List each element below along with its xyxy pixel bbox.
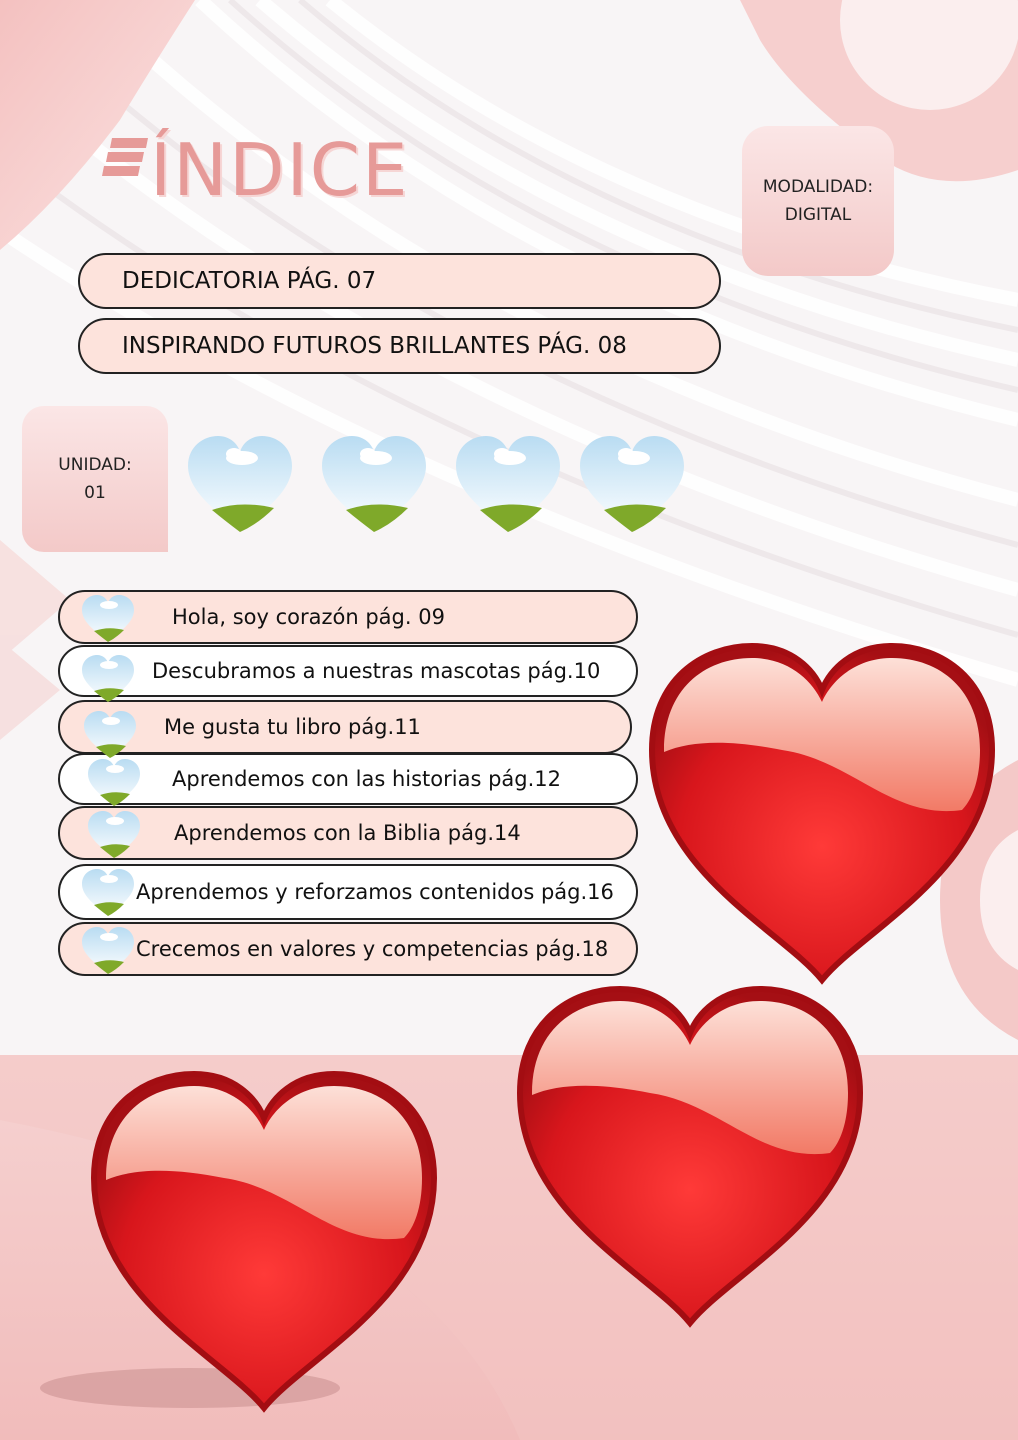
toc-item-label: Descubramos a nuestras mascotas pág.10 [152,659,601,683]
sky-heart-icon [88,759,140,806]
title-stripes-icon [102,138,148,186]
modalidad-label: MODALIDAD: [762,177,874,197]
page-title: ÍNDICE [150,128,410,212]
sky-heart-icon [580,436,684,532]
toc-item-label: Aprendemos con la Biblia pág.14 [174,821,521,845]
sky-heart-icon [82,655,134,702]
toc-item-label: Aprendemos con las historias pág.12 [172,767,562,791]
unidad-badge [22,406,168,552]
modalidad-badge [742,126,894,276]
toc-item-label: Hola, soy corazón pág. 09 [172,605,445,629]
unidad-value: 01 [84,483,106,503]
toc-item-label: Aprendemos y reforzamos contenidos pág.16 [136,880,614,904]
sky-heart-icon [82,927,134,974]
modalidad-value: DIGITAL [784,205,852,225]
sky-heart-icon [82,869,134,916]
sky-heart-icon [456,436,560,532]
toc-entry-label: DEDICATORIA PÁG. 07 [122,268,377,294]
toc-item-label: Crecemos en valores y competencias pág.18 [136,937,609,961]
sky-hearts-row [184,432,704,542]
toc-entry-dedicatoria[interactable] [78,253,721,309]
sky-heart-icon [322,436,426,532]
sky-heart-icon [82,595,134,642]
unidad-label: UNIDAD: [58,455,132,475]
sky-heart-icon [88,811,140,858]
toc-item-label: Me gusta tu libro pág.11 [164,715,421,739]
toc-entry-inspirando[interactable] [78,318,721,374]
toc-entry-label: INSPIRANDO FUTUROS BRILLANTES PÁG. 08 [122,333,627,359]
sky-heart-icon [84,711,136,758]
sky-heart-icon [188,436,292,532]
toc-icons [74,590,164,990]
